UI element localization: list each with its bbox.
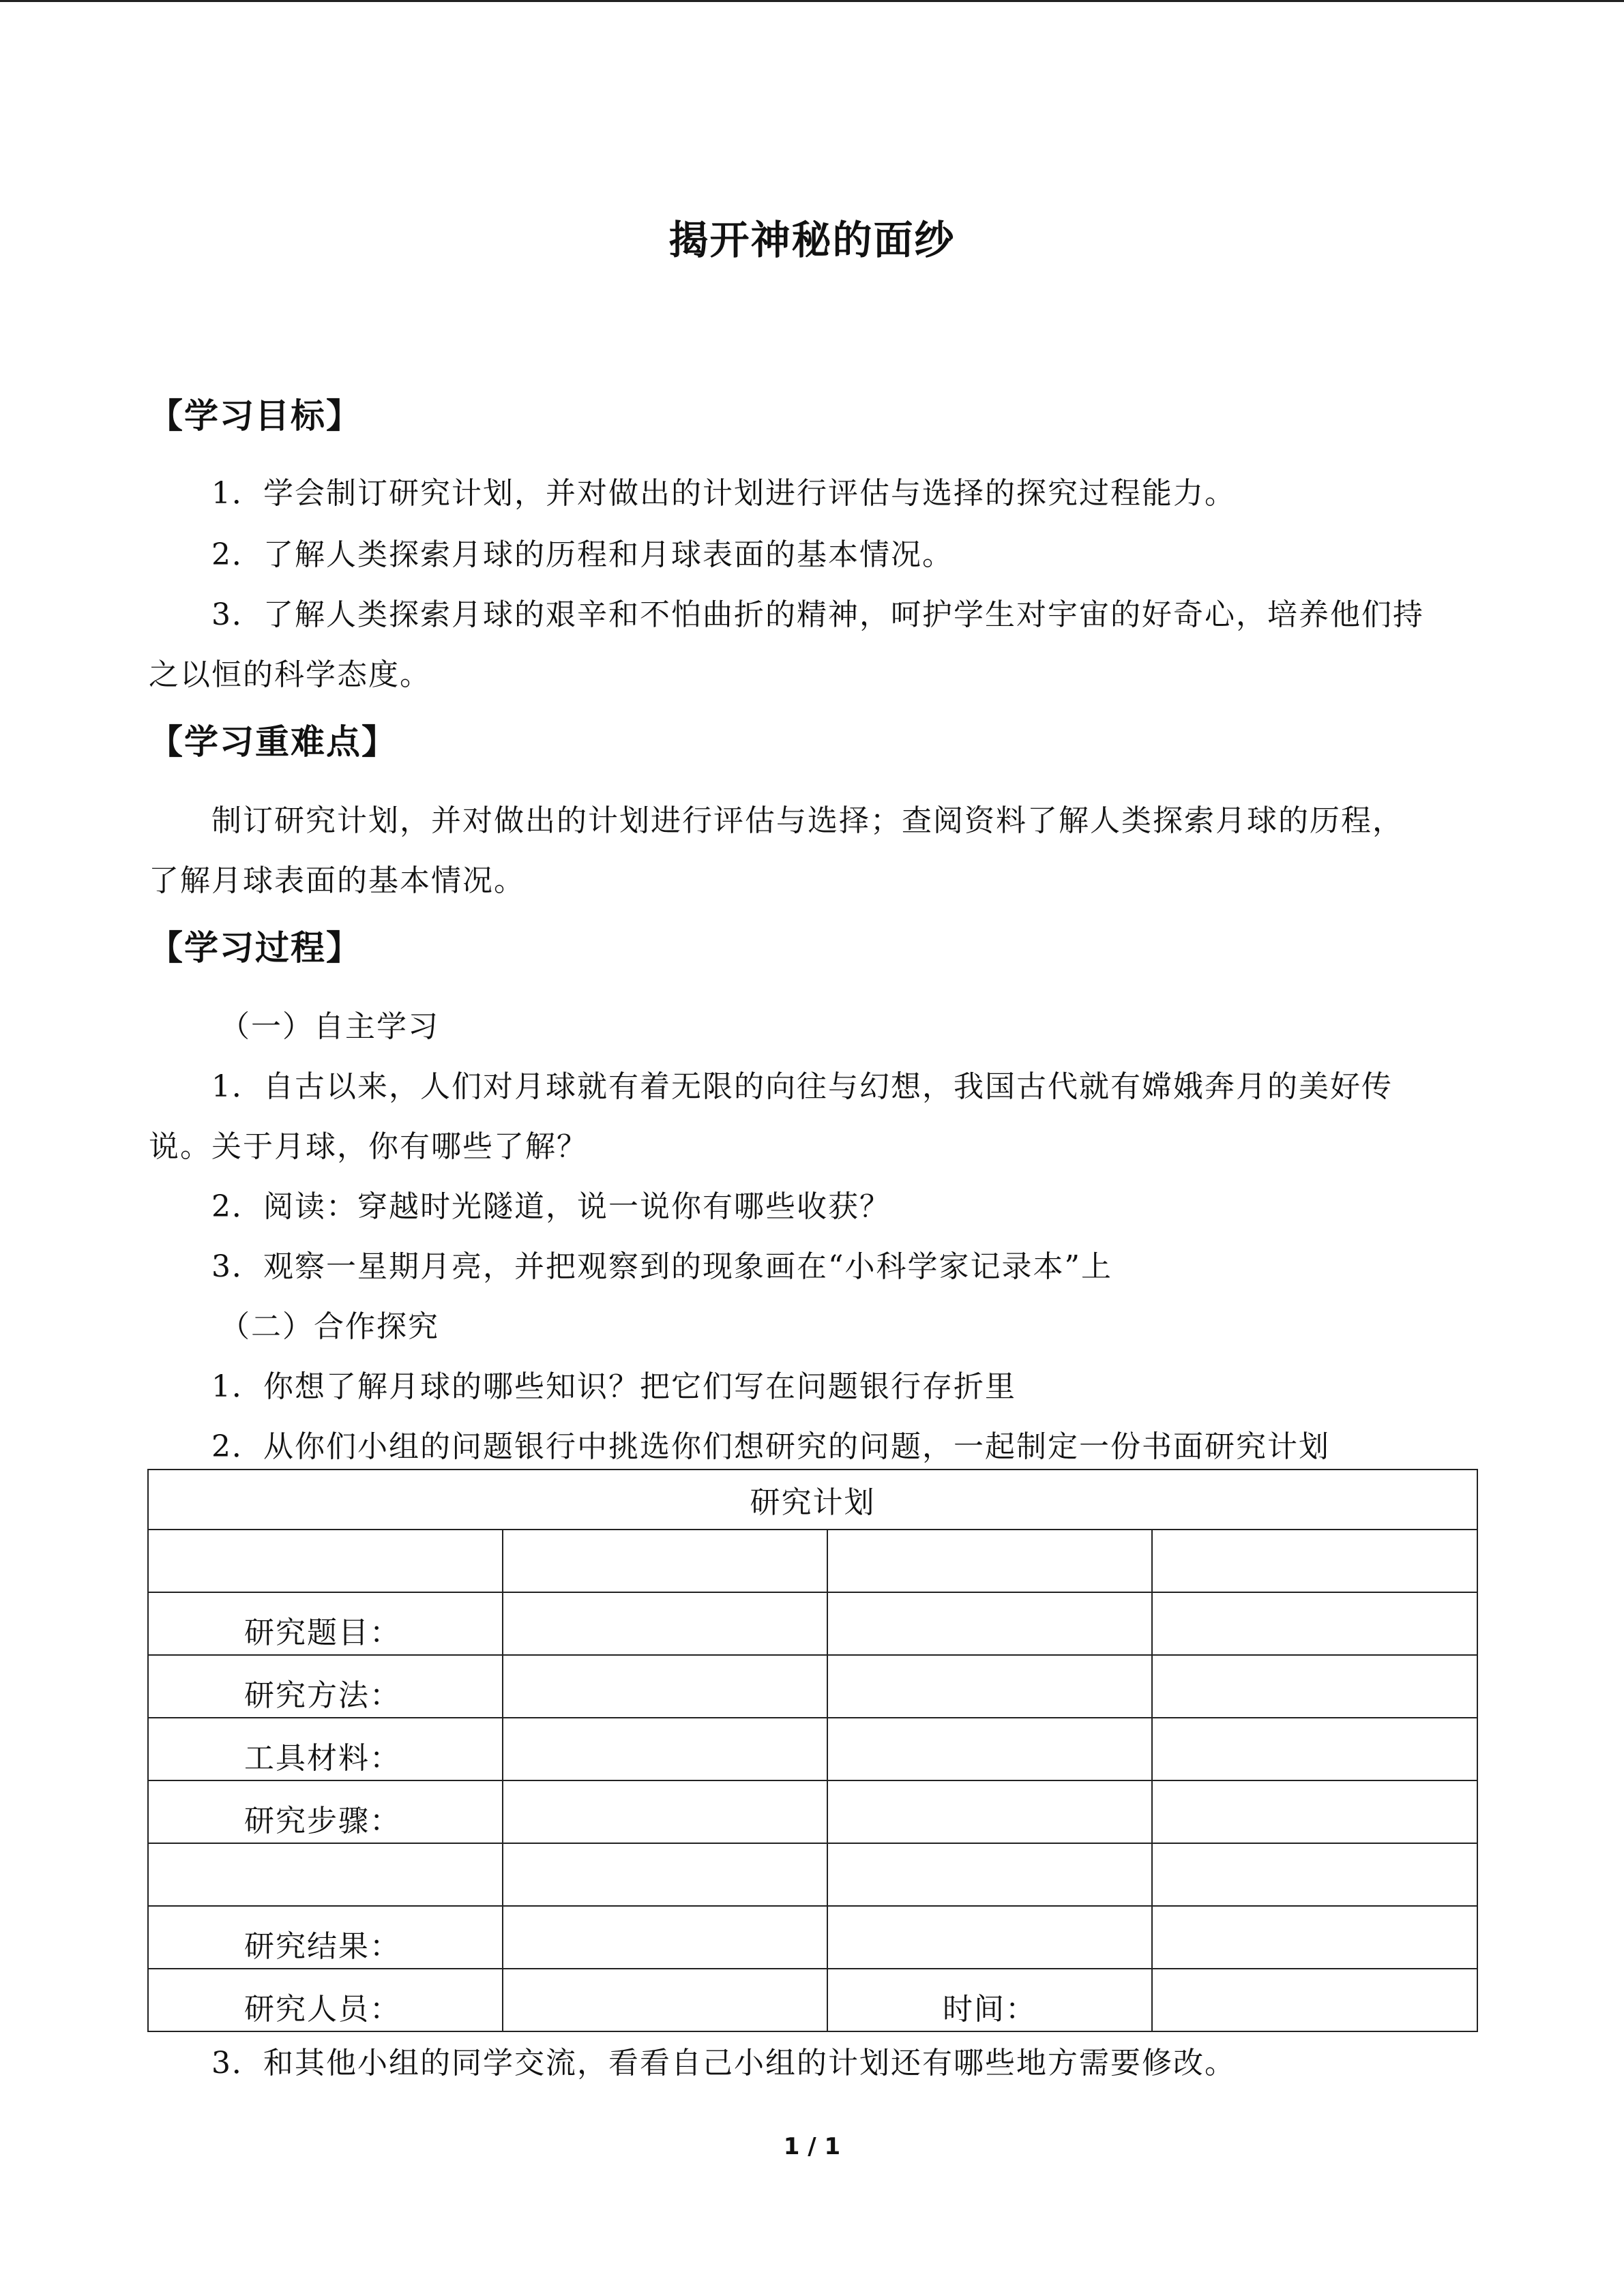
table-cell[interactable]	[503, 1718, 827, 1780]
goal-item-2: 2．了解人类探索月球的历程和月球表面的基本情况。	[211, 537, 954, 572]
table-row-label: 研究步骤：	[148, 1780, 503, 1843]
key-points-line-2: 了解月球表面的基本情况。	[149, 863, 525, 898]
goal-item-1: 1．学会制订研究计划，并对做出的计划进行评估与选择的探究过程能力。	[211, 476, 1236, 511]
table-cell[interactable]	[503, 1906, 827, 1969]
table-cell[interactable]	[827, 1530, 1152, 1592]
process-heading: 【学习过程】	[149, 928, 361, 968]
table-cell[interactable]	[827, 1655, 1152, 1718]
self-study-line-1: 1．自古以来，人们对月球就有着无限的向往与幻想，我国古代就有嫦娥奔月的美好传	[211, 1069, 1393, 1104]
table-caption: 研究计划	[148, 1470, 1477, 1530]
cooperation-line-3: 3．和其他小组的同学交流，看看自己小组的计划还有哪些地方需要修改。	[211, 2046, 1236, 2081]
table-row	[148, 1843, 1477, 1906]
table-cell[interactable]	[827, 1906, 1152, 1969]
table-row	[148, 1718, 1477, 1780]
table-cell[interactable]	[827, 1780, 1152, 1843]
goal-item-3: 3．了解人类探索月球的艰辛和不怕曲折的精神，呵护学生对宇宙的好奇心，培养他们持	[211, 597, 1424, 632]
table-cell[interactable]	[1152, 1530, 1477, 1592]
research-plan-table	[147, 1469, 1478, 2032]
key-points-heading: 【学习重难点】	[149, 722, 397, 762]
table-row	[148, 1470, 1477, 1530]
table-cell[interactable]	[827, 1718, 1152, 1780]
table-cell[interactable]	[1152, 1906, 1477, 1969]
self-study-line-3: 3．观察一星期月亮，并把观察到的现象画在“小科学家记录本”上	[211, 1249, 1112, 1284]
table-cell[interactable]	[1152, 1718, 1477, 1780]
table-row	[148, 1530, 1477, 1592]
self-study-line-2: 2．阅读：穿越时光隧道，说一说你有哪些收获？	[211, 1189, 891, 1224]
table-cell[interactable]	[1152, 1780, 1477, 1843]
table-cell[interactable]	[1152, 1843, 1477, 1906]
table-row	[148, 1655, 1477, 1718]
table-cell[interactable]	[503, 1592, 827, 1655]
table-row	[148, 1969, 1477, 2031]
cooperation-title: （二）合作探究	[220, 1309, 439, 1344]
table-cell[interactable]	[827, 1843, 1152, 1906]
goals-heading: 【学习目标】	[149, 396, 361, 436]
researchers-cell[interactable]	[503, 1969, 827, 2031]
table-cell[interactable]	[503, 1780, 827, 1843]
page-title: 揭开神秘的面纱	[668, 217, 956, 263]
table-row-label	[148, 1843, 503, 1906]
table-cell[interactable]	[1152, 1655, 1477, 1718]
time-cell[interactable]	[1152, 1969, 1477, 2031]
table-row	[148, 1906, 1477, 1969]
table-cell[interactable]	[503, 1843, 827, 1906]
self-study-line-1-cont: 说。关于月球，你有哪些了解？	[149, 1129, 588, 1164]
table-row-label: 研究方法：	[148, 1655, 503, 1718]
table-row-label: 工具材料：	[148, 1718, 503, 1780]
table-cell[interactable]	[827, 1592, 1152, 1655]
table-row-label: 研究结果：	[148, 1906, 503, 1969]
top-border	[0, 0, 1624, 2]
table-row-label	[148, 1530, 503, 1592]
table-row-label: 研究题目：	[148, 1592, 503, 1655]
researchers-label: 研究人员：	[148, 1969, 503, 2031]
table-cell[interactable]	[503, 1655, 827, 1718]
table-row	[148, 1780, 1477, 1843]
time-label: 时间：	[827, 1969, 1152, 2031]
cooperation-line-2: 2．从你们小组的问题银行中挑选你们想研究的问题，一起制定一份书面研究计划	[211, 1429, 1330, 1464]
page-number: 1 / 1	[783, 2133, 841, 2160]
table-cell[interactable]	[503, 1530, 827, 1592]
key-points-line-1: 制订研究计划，并对做出的计划进行评估与选择；查阅资料了解人类探索月球的历程，	[211, 803, 1404, 838]
self-study-title: （一）自主学习	[220, 1009, 439, 1044]
cooperation-line-1: 1．你想了解月球的哪些知识？把它们写在问题银行存折里	[211, 1369, 1016, 1404]
goal-item-3-cont: 之以恒的科学态度。	[149, 657, 431, 692]
table-cell[interactable]	[1152, 1592, 1477, 1655]
table-row	[148, 1592, 1477, 1655]
